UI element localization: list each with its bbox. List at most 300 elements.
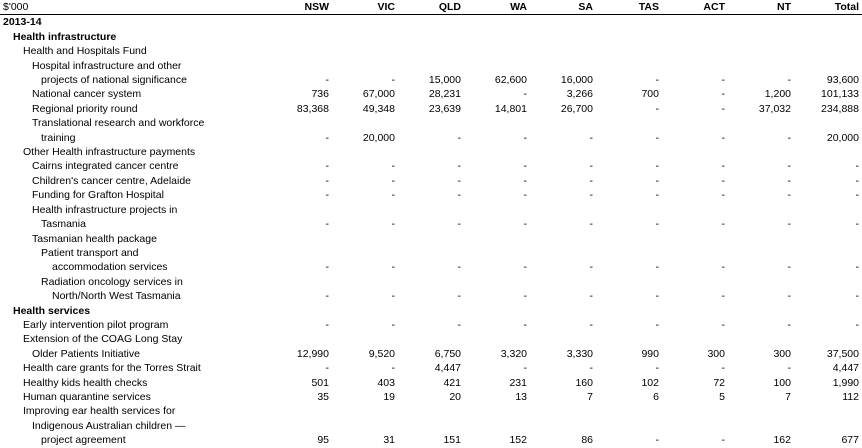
cell-wa (464, 145, 530, 159)
cell-wa: - (523, 160, 527, 173)
row-label: Regional priority round (32, 102, 138, 115)
cell-wa: - (523, 174, 527, 187)
cell-tas: - (655, 160, 659, 173)
cell-nsw: 83,368 (296, 102, 329, 115)
table-row (0, 376, 862, 390)
cell-tas: 990 (641, 347, 659, 360)
cell-qld (398, 332, 464, 346)
cell-qld: - (457, 261, 461, 274)
cell-tas (596, 275, 662, 289)
column-header-qld: QLD (398, 0, 464, 15)
cell-sa: 86 (581, 434, 593, 447)
cell-nsw: - (325, 174, 329, 187)
cell-act: 300 (707, 347, 725, 360)
cell-qld: 6,750 (434, 347, 461, 360)
cell-act: 5 (719, 390, 725, 403)
cell-vic: - (391, 218, 395, 231)
row-label: North/North West Tasmania (52, 290, 181, 303)
cell-tas (596, 30, 662, 44)
cell-wa (464, 419, 530, 433)
row-label: Tasmania (41, 218, 86, 231)
cell-wa: - (523, 261, 527, 274)
cell-nsw (266, 145, 332, 159)
cell-sa: 16,000 (560, 74, 593, 87)
cell-nsw (266, 30, 332, 44)
cell-act (662, 232, 728, 246)
cell-sa (530, 44, 596, 58)
cell-total: 677 (841, 434, 859, 447)
cell-qld: 15,000 (428, 74, 461, 87)
cell-tas (596, 246, 662, 260)
cell-total (794, 44, 862, 58)
cell-qld (398, 246, 464, 260)
cell-qld: - (457, 318, 461, 331)
cell-qld: - (457, 218, 461, 231)
cell-vic: - (391, 290, 395, 303)
cell-tas: - (655, 362, 659, 375)
unit-label: $'000 (0, 0, 266, 15)
cell-sa: - (589, 362, 593, 375)
cell-vic (332, 15, 398, 30)
cell-wa: 152 (509, 434, 527, 447)
cell-sa: 3,266 (566, 88, 593, 101)
cell-tas (596, 332, 662, 346)
cell-tas: 6 (653, 390, 659, 403)
cell-wa: - (523, 131, 527, 144)
table-row (0, 332, 862, 346)
cell-vic: - (391, 318, 395, 331)
cell-vic (332, 145, 398, 159)
cell-total (794, 30, 862, 44)
cell-tas (596, 145, 662, 159)
cell-nt: 300 (773, 347, 791, 360)
cell-nsw (266, 15, 332, 30)
cell-vic: - (391, 160, 395, 173)
cell-nt: - (787, 74, 791, 87)
table-row (0, 433, 862, 447)
cell-total: 37,500 (826, 347, 859, 360)
row-label: Extension of the COAG Long Stay (23, 333, 183, 346)
row-label: Human quarantine services (23, 390, 151, 403)
cell-wa (464, 246, 530, 260)
table-row (0, 246, 862, 260)
cell-nsw: 95 (317, 434, 329, 447)
cell-act (662, 30, 728, 44)
column-header-total: Total (794, 0, 862, 15)
cell-tas (596, 304, 662, 318)
cell-sa (530, 59, 596, 73)
cell-total (794, 332, 862, 346)
row-label: project agreement (41, 434, 126, 447)
cell-qld (398, 116, 464, 130)
cell-tas: 700 (641, 88, 659, 101)
cell-act (662, 116, 728, 130)
section-row (0, 304, 862, 318)
row-label: accommodation services (52, 261, 168, 274)
cell-sa: - (589, 174, 593, 187)
cell-nsw: 736 (311, 88, 329, 101)
table-row (0, 131, 862, 145)
cell-tas (596, 232, 662, 246)
cell-total (794, 203, 862, 217)
cell-wa: - (523, 189, 527, 202)
cell-act: - (721, 174, 725, 187)
cell-nt (728, 44, 794, 58)
cell-nt: - (787, 174, 791, 187)
cell-total: 112 (842, 390, 859, 403)
table-row (0, 73, 862, 87)
table-row (0, 275, 862, 289)
cell-qld (398, 275, 464, 289)
cell-nt (728, 30, 794, 44)
cell-tas (596, 116, 662, 130)
cell-qld: - (457, 131, 461, 144)
cell-nt (728, 232, 794, 246)
cell-sa (530, 304, 596, 318)
table-body (0, 15, 862, 448)
cell-vic: - (391, 362, 395, 375)
cell-nt: 7 (785, 390, 791, 403)
row-label: Funding for Grafton Hospital (32, 189, 164, 202)
cell-total: - (855, 261, 859, 274)
row-label: Radiation oncology services in (41, 275, 183, 288)
cell-vic: - (391, 174, 395, 187)
cell-sa (530, 275, 596, 289)
cell-nsw: 12,990 (296, 347, 329, 360)
cell-qld (398, 15, 464, 30)
cell-nt (728, 404, 794, 418)
cell-total: - (855, 290, 859, 303)
section-label: Health services (13, 304, 91, 317)
cell-total: 20,000 (826, 131, 859, 144)
cell-act: - (721, 362, 725, 375)
cell-vic (332, 232, 398, 246)
cell-wa (464, 404, 530, 418)
cell-vic: 67,000 (362, 88, 395, 101)
table-row (0, 419, 862, 433)
row-label: Patient transport and (41, 246, 139, 259)
cell-sa (530, 404, 596, 418)
header-row (0, 0, 862, 15)
year-row (0, 15, 862, 30)
cell-nt: 1,200 (764, 88, 791, 101)
table-row (0, 116, 862, 130)
cell-tas (596, 404, 662, 418)
cell-sa (530, 116, 596, 130)
row-label: Indigenous Australian children — (32, 419, 186, 432)
cell-sa: 26,700 (560, 102, 593, 115)
cell-nt (728, 419, 794, 433)
table-row (0, 260, 862, 274)
cell-total (794, 116, 862, 130)
cell-act (662, 404, 728, 418)
cell-nsw (266, 419, 332, 433)
cell-nt: - (787, 189, 791, 202)
cell-vic: 9,520 (368, 347, 395, 360)
cell-total: - (855, 189, 859, 202)
cell-act (662, 304, 728, 318)
cell-tas: - (655, 218, 659, 231)
cell-vic: 19 (383, 390, 395, 403)
cell-tas: - (655, 261, 659, 274)
cell-total: - (855, 218, 859, 231)
cell-nsw: - (325, 74, 329, 87)
cell-qld (398, 145, 464, 159)
cell-nsw (266, 232, 332, 246)
cell-tas: - (655, 74, 659, 87)
cell-qld: 20 (449, 390, 461, 403)
cell-wa (464, 30, 530, 44)
cell-wa: - (523, 88, 527, 101)
cell-qld (398, 203, 464, 217)
cell-sa (530, 30, 596, 44)
cell-nt (728, 59, 794, 73)
cell-total (794, 419, 862, 433)
cell-tas (596, 59, 662, 73)
cell-act: - (721, 218, 725, 231)
table-row (0, 390, 862, 404)
cell-tas: - (655, 318, 659, 331)
table-row (0, 203, 862, 217)
cell-act (662, 145, 728, 159)
cell-wa (464, 15, 530, 30)
cell-vic (332, 116, 398, 130)
column-header-tas: TAS (596, 0, 662, 15)
cell-vic (332, 246, 398, 260)
cell-sa: - (589, 318, 593, 331)
column-header-nsw: NSW (266, 0, 332, 15)
cell-wa (464, 275, 530, 289)
cell-qld (398, 30, 464, 44)
table-row (0, 232, 862, 246)
cell-sa (530, 203, 596, 217)
cell-wa: - (523, 290, 527, 303)
cell-nt (728, 145, 794, 159)
cell-sa: - (589, 218, 593, 231)
cell-vic: - (391, 189, 395, 202)
cell-act: - (721, 318, 725, 331)
table-row (0, 102, 862, 116)
table-row (0, 59, 862, 73)
cell-vic: - (391, 261, 395, 274)
cell-act: - (721, 189, 725, 202)
cell-act (662, 44, 728, 58)
table-row (0, 361, 862, 375)
row-label: Healthy kids health checks (23, 376, 148, 389)
cell-sa: - (589, 131, 593, 144)
cell-nsw (266, 44, 332, 58)
cell-wa: 14,801 (494, 102, 527, 115)
cell-nt: 37,032 (758, 102, 791, 115)
cell-nt (728, 332, 794, 346)
cell-vic (332, 30, 398, 44)
cell-tas (596, 44, 662, 58)
cell-qld (398, 304, 464, 318)
cell-wa (464, 304, 530, 318)
table-row (0, 289, 862, 303)
cell-act: - (721, 88, 725, 101)
cell-nsw: - (325, 290, 329, 303)
column-header-vic: VIC (332, 0, 398, 15)
cell-nsw (266, 332, 332, 346)
cell-nt: - (787, 160, 791, 173)
cell-qld: - (457, 290, 461, 303)
row-label: training (41, 131, 76, 144)
cell-qld (398, 404, 464, 418)
cell-vic (332, 404, 398, 418)
cell-total: - (855, 318, 859, 331)
cell-nt: - (787, 261, 791, 274)
cell-tas: - (655, 174, 659, 187)
cell-vic (332, 59, 398, 73)
cell-nt (728, 275, 794, 289)
section-label: Health infrastructure (13, 30, 117, 43)
cell-total (794, 304, 862, 318)
cell-nt: - (787, 362, 791, 375)
table-row (0, 318, 862, 332)
row-label: Health and Hospitals Fund (23, 45, 147, 58)
cell-nt (728, 246, 794, 260)
cell-nsw: 35 (317, 390, 329, 403)
table-row (0, 159, 862, 173)
row-label: Children's cancer centre, Adelaide (32, 174, 192, 187)
cell-nt: - (787, 318, 791, 331)
cell-act: - (721, 434, 725, 447)
cell-act (662, 59, 728, 73)
cell-tas (596, 203, 662, 217)
cell-sa (530, 332, 596, 346)
cell-qld: 23,639 (428, 102, 461, 115)
row-label: Tasmanian health package (32, 232, 157, 245)
cell-vic: 20,000 (362, 131, 395, 144)
row-label: Hospital infrastructure and other (32, 59, 182, 72)
cell-wa: - (523, 362, 527, 375)
cell-tas: - (655, 189, 659, 202)
cell-qld: 4,447 (434, 362, 461, 375)
cell-total: 4,447 (832, 362, 859, 375)
cell-vic (332, 203, 398, 217)
cell-nsw: - (325, 362, 329, 375)
cell-total: 234,888 (821, 102, 859, 115)
cell-tas: 102 (641, 376, 659, 389)
table-row (0, 174, 862, 188)
cell-act (662, 203, 728, 217)
cell-sa (530, 246, 596, 260)
cell-act: - (721, 290, 725, 303)
cell-vic (332, 304, 398, 318)
cell-qld (398, 59, 464, 73)
cell-sa: - (589, 189, 593, 202)
table-row (0, 347, 862, 361)
row-label: National cancer system (32, 88, 142, 101)
cell-nsw (266, 203, 332, 217)
cell-qld: 151 (443, 434, 461, 447)
cell-wa (464, 116, 530, 130)
column-header-sa: SA (530, 0, 596, 15)
cell-total: - (855, 160, 859, 173)
cell-wa (464, 44, 530, 58)
cell-nsw: - (325, 131, 329, 144)
cell-nsw: - (325, 218, 329, 231)
cell-total: - (855, 174, 859, 187)
cell-nt: - (787, 218, 791, 231)
cell-vic: 31 (383, 434, 395, 447)
cell-tas: - (655, 290, 659, 303)
column-header-act: ACT (662, 0, 728, 15)
cell-nsw: - (325, 160, 329, 173)
cell-vic (332, 44, 398, 58)
cell-nt: - (787, 131, 791, 144)
table-row (0, 404, 862, 418)
row-label: Older Patients Initiative (32, 347, 140, 360)
cell-nsw (266, 304, 332, 318)
cell-qld (398, 419, 464, 433)
cell-qld: - (457, 160, 461, 173)
cell-vic: - (391, 74, 395, 87)
cell-act (662, 246, 728, 260)
cell-nsw (266, 275, 332, 289)
cell-qld: 28,231 (428, 88, 461, 101)
cell-tas (596, 15, 662, 30)
cell-total (794, 232, 862, 246)
row-label: Early intervention pilot program (23, 318, 169, 331)
row-label: projects of national significance (41, 74, 187, 87)
table-row (0, 217, 862, 231)
cell-qld: 421 (443, 376, 461, 389)
cell-nsw (266, 246, 332, 260)
cell-nsw (266, 59, 332, 73)
cell-nt: 100 (773, 376, 791, 389)
cell-total: 93,600 (826, 74, 859, 87)
cell-vic (332, 332, 398, 346)
cell-sa (530, 15, 596, 30)
cell-sa: - (589, 261, 593, 274)
cell-total (794, 145, 862, 159)
cell-sa (530, 232, 596, 246)
cell-wa (464, 59, 530, 73)
cell-vic: 403 (377, 376, 395, 389)
cell-sa: - (589, 160, 593, 173)
column-header-wa: WA (464, 0, 530, 15)
cell-nt (728, 116, 794, 130)
cell-total (794, 15, 862, 30)
row-label: Improving ear health services for (23, 405, 176, 418)
cell-nsw: - (325, 318, 329, 331)
cell-qld: - (457, 189, 461, 202)
cell-tas: - (655, 102, 659, 115)
cell-sa: - (589, 290, 593, 303)
cell-nsw: - (325, 261, 329, 274)
cell-sa (530, 145, 596, 159)
table-row (0, 44, 862, 58)
cell-act: - (721, 74, 725, 87)
cell-wa: 231 (509, 376, 527, 389)
cell-nt (728, 304, 794, 318)
cell-qld (398, 44, 464, 58)
cell-act (662, 419, 728, 433)
cell-act: - (721, 131, 725, 144)
cell-wa (464, 203, 530, 217)
cell-total: 101,133 (821, 88, 859, 101)
cell-wa: 3,320 (500, 347, 527, 360)
cell-qld: - (457, 174, 461, 187)
section-row (0, 30, 862, 44)
cell-total (794, 404, 862, 418)
cell-act (662, 332, 728, 346)
cell-wa: 62,600 (494, 74, 527, 87)
cell-nsw: 501 (311, 376, 329, 389)
cell-act: 72 (713, 376, 725, 389)
